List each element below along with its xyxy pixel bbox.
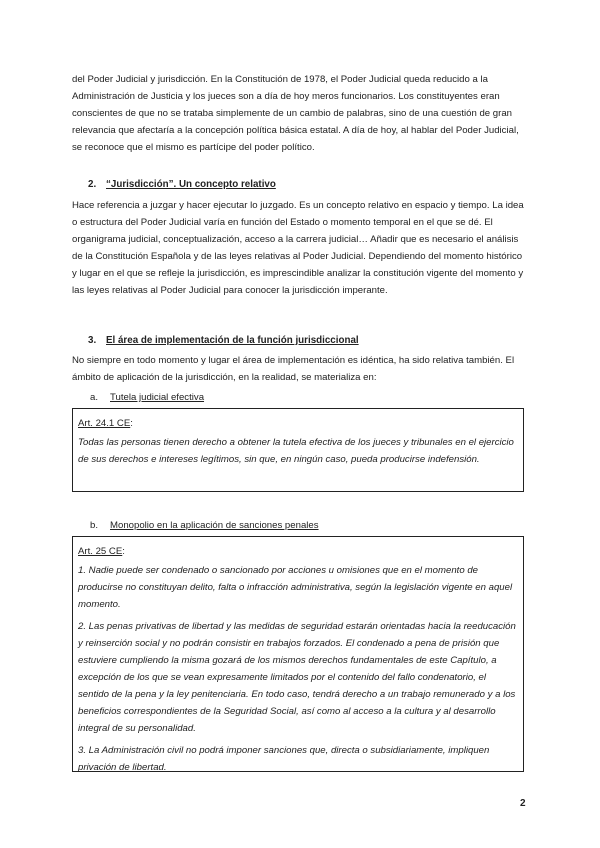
intro-paragraph: del Poder Judicial y jurisdicción. En la Constitución de 1978, el Poder Judicial queda reducido a la Administración de Justicia y los jueces son a día de hoy meros funcionarios. Los constituyentes eran conscientes de que no se trataba simplemente de un cambio de palabras, sino de una cuestión de gran relevancia que afectaría a la concepción política básica estatal. A día de hoy, al hablar del Poder Judicial, se reconoce que el mismo es partícipe del poder político. [72,74,519,153]
section-3-title: El área de implementación de la función jurisdiccional [106,335,359,346]
item-a-heading [90,391,204,405]
item-a-title: Tutela judicial efectiva [110,392,205,403]
article-25-paragraph-1: 1. Nadie puede ser condenado o sancionado por acciones u omisiones que en el momento de producirse no constituyan delito, falta o infracción administrativa, según la legislación vigente en aquel momento. [78,565,513,610]
section-3-heading [88,334,528,348]
page-number: 2 [520,798,526,809]
article-25-paragraph-2: 2. Las penas privativas de libertad y las medidas de seguridad estarán orientadas hacia la reeducación y reinserción social y no podrán consistir en trabajos forzados. El condenado a pena de prisión que estuviere cumpliendo la misma gozará de los mismos derechos fundamentales de este Capítulo, a excepción de los que se vean expresamente limitados por el contenido del fallo condenatorio, el sentido de la pena y la ley penitenciaria. En todo caso, tendrá derecho a un trabajo remunerado y a los beneficios correspondientes de la Seguridad Social, así como al acceso a la cultura y al desarrollo integral de su personalidad. [78,621,516,734]
article-24-ref [78,415,517,432]
article-24-box [72,408,524,492]
section-2-title: “Jurisdicción”. Un concepto relativo [106,179,276,190]
article-25-paragraph-3: 3. La Administración civil no podrá imponer sanciones que, directa o subsidiariamente, impliquen privación de libertad. [78,745,490,773]
item-a-letter: a. [90,392,99,403]
item-b-heading [90,519,319,533]
section-2-body: Hace referencia a juzgar y hacer ejecutar lo juzgado. Es un concepto relativo en espacio y tiempo. La idea o estructura del Poder Judicial varía en función del Estado o momento temporal en el que se dé. El organigrama judicial, conceptualización, acceso a la carrera judicial… Añadir que es necesario el análisis de la Constitución Española y de las leyes relativas al Poder Judicial. Dependiendo del momento histórico y lugar en el que se refleje la jurisdicción, es imprescindible analizar la constitución vigente del momento y las leyes relativas al Poder Judicial para conocer la jurisdicción imperante. [72,200,524,296]
article-24-ref-label: Art. 24.1 CE [78,418,131,429]
section-3-body: No siempre en todo momento y lugar el área de implementación es idéntica, ha sido relativa también. El ámbito de aplicación de la jurisdicción, en la realidad, se materializa en: [72,355,515,383]
item-b-letter: b. [90,520,99,531]
section-2-heading [88,178,528,192]
article-25-box [72,536,524,772]
article-25-ref-label: Art. 25 CE [78,546,123,557]
article-24-ref-colon: : [130,418,133,429]
article-25-ref-colon: : [122,546,125,557]
article-24-text: Todas las personas tienen derecho a obtener la tutela efectiva de los jueces y tribunales en el ejercicio de sus derechos e intereses legítimos, sin que, en ningún caso, pueda producirse indefensión. [78,437,514,465]
section-2-number: 2. [88,179,97,190]
section-3-number: 3. [88,335,97,346]
item-b-title: Monopolio en la aplicación de sanciones penales [110,520,319,531]
article-25-ref [78,543,517,560]
